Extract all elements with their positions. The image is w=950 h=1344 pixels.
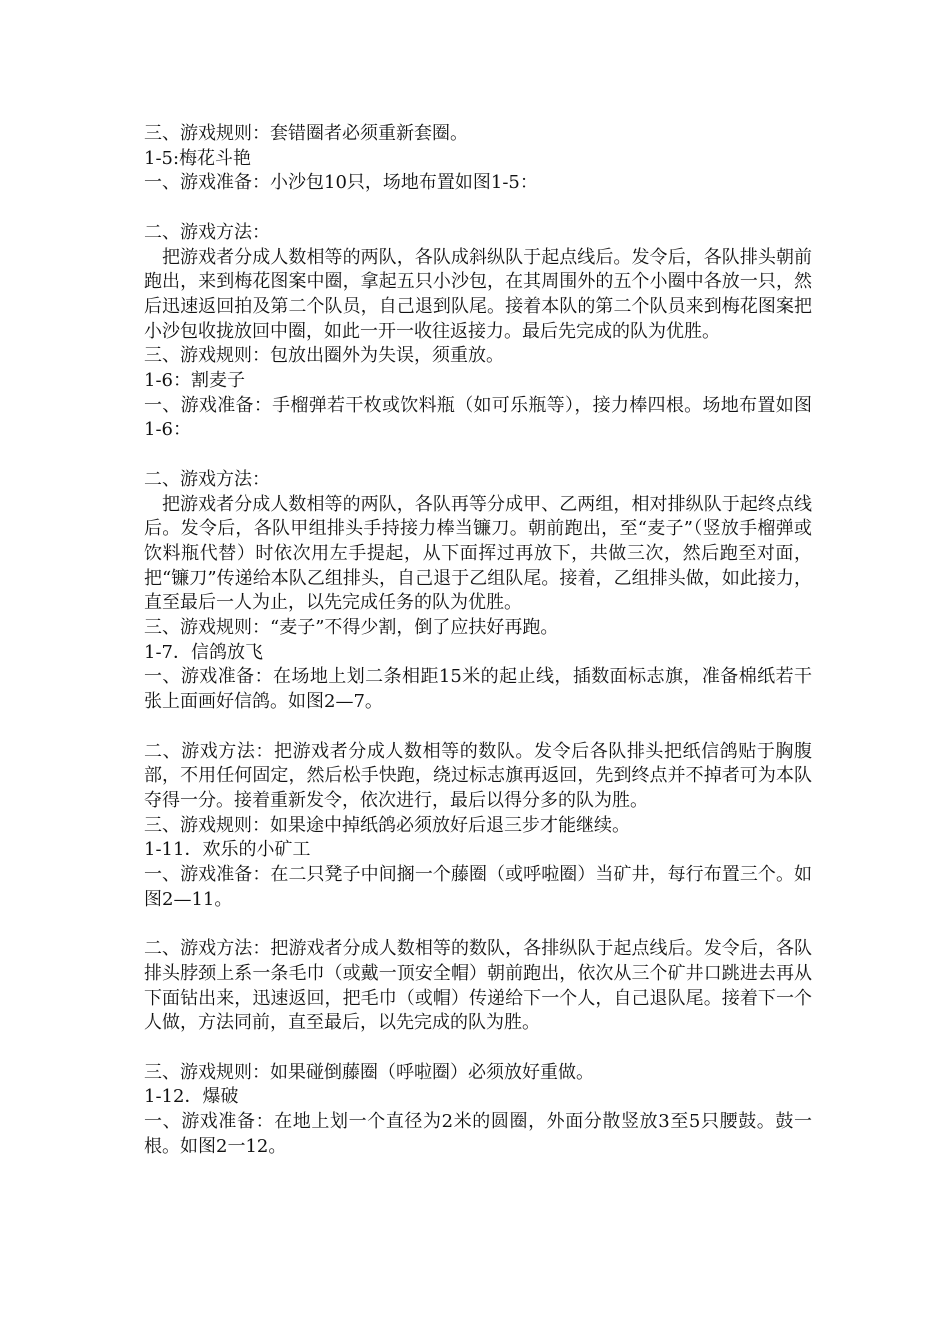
preparation-line: 一、游戏准备：小沙包10只，场地布置如图1-5： [144,172,538,194]
rule-line: 三、游戏规则：套错圈者必须重新套圈。 [144,123,468,144]
rule-line: 三、游戏规则：如果碰倒藤圈（呼啦圈）必须放好重做。 [144,1061,594,1083]
rule-line: 三、游戏规则：“麦子”不得少割，倒了应扶好再跑。 [144,617,559,639]
preparation-line: 一、游戏准备：在二只凳子中间搁一个藤圈（或呼啦圈）当矿井，每行布置三个。如图2—11。 [144,864,812,910]
section-heading: 1-12．爆破 [144,1086,239,1108]
rule-line: 三、游戏规则：如果途中掉纸鸽必须放好后退三步才能继续。 [144,814,630,836]
method-paragraph: 把游戏者分成人数相等的两队，各队成斜纵队于起点线后。发令后，各队排头朝前跑出，来到梅花图案中圈，拿起五只小沙包，在其周围外的五个小圈中各放一只，然后迅速返回拍及第二个队员，自己退到队尾。接着本队的第二个队员来到梅花图案把小沙包收拢放回中圈，如此一开一收往返接力。最后先完成的队为优胜。 [144,246,812,342]
method-heading: 二、游戏方法： [144,468,270,490]
method-paragraph: 二、游戏方法：把游戏者分成人数相等的数队。发令后各队排头把纸信鸽贴于胸腹部，不用任何固定，然后松手快跑，绕过标志旗再返回，先到终点并不掉者可为本队夺得一分。接着重新发令，依次进行，最后以得分多的队为胜。 [144,740,812,811]
section-heading: 1-6：割麦子 [144,370,245,392]
section-heading: 1-7．信鸽放飞 [144,641,263,663]
preparation-line: 一、游戏准备：手榴弹若干枚或饮料瓶（如可乐瓶等），接力棒四根。场地布置如图1-6： [144,394,812,441]
method-heading: 二、游戏方法： [144,221,270,243]
method-paragraph: 二、游戏方法：把游戏者分成人数相等的数队，各排纵队于起点线后。发令后，各队排头脖颈上系一条毛巾（或戴一顶安全帽）朝前跑出，依次从三个矿井口跳进去再从下面钻出来，迅速返回，把毛巾（或帽）传递给下一个人，自己退队尾。接着下一个人做，方法同前，直至最后，以先完成的队为胜。 [144,938,812,1034]
preparation-line: 一、游戏准备：在地上划一个直径为2米的圆圈，外面分散竖放3至5只腰鼓。鼓一根。如图2一12。 [144,1111,812,1157]
blank-line [144,196,812,221]
section-heading: 1-5:梅花斗艳 [144,147,252,169]
method-paragraph: 把游戏者分成人数相等的两队，各队再等分成甲、乙两组，相对排纵队于起终点线后。发令后，各队甲组排头手持接力棒当镰刀。朝前跑出，至“麦子”（竖放手榴弹或饮料瓶代替）时依次用左手提起，从下面挥过再放下，共做三次，然后跑至对面，把“镰刀”传递给本队乙组排头，自己退于乙组队尾。接着，乙组排头做，如此接力，直至最后一人为止，以先完成任务的队为优胜。 [144,493,812,614]
blank-line [144,715,812,740]
preparation-line: 一、游戏准备：在场地上划二条相距15米的起止线，插数面标志旗，准备棉纸若干张上面画好信鸽。如图2—7。 [144,666,812,713]
section-heading: 1-11．欢乐的小矿工 [144,839,311,861]
blank-line [144,1036,812,1061]
rule-line: 三、游戏规则：包放出圈外为失误，须重放。 [144,345,504,367]
blank-line [144,443,812,468]
document-body [144,122,812,1159]
blank-line [144,912,812,937]
